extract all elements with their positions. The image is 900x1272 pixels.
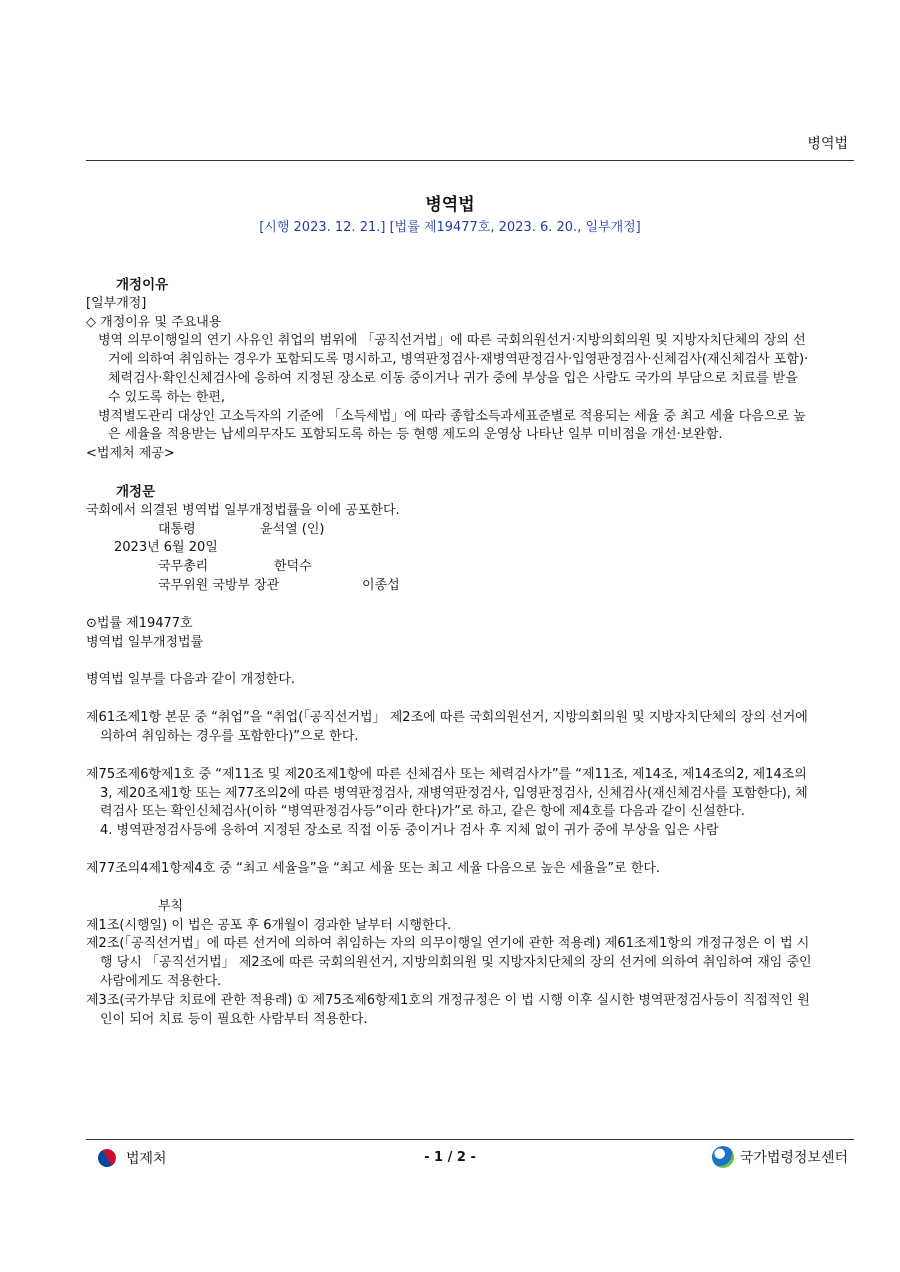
reason-source: <법제처 제공> — [86, 446, 175, 462]
president-title: 대통령 — [158, 521, 196, 537]
reason-type: [일부개정] — [86, 295, 147, 311]
pm-line — [86, 558, 814, 577]
footer-right — [712, 1146, 848, 1168]
header-divider — [86, 160, 854, 161]
reason-subheading: ◇ 개정이유 및 주요내용 — [86, 314, 222, 330]
president-name: 윤석열 (인) — [260, 521, 325, 537]
law-intro: 병역법 일부를 다음과 같이 개정한다. — [86, 672, 296, 688]
promulgation-date: 2023년 6월 20일 — [114, 540, 218, 556]
supplementary-article-1: 제1조(시행일) 이 법은 공포 후 6개월이 경과한 날부터 시행한다. — [86, 917, 452, 933]
reason-paragraph-2: 병적별도관리 대상인 고소득자의 기준에 「소득세법」에 따라 종합소득과세표준별로 적용되는 세율 중 최고 세율 다음으로 높은 세율을 적용받는 납세의무자도 포함되도록 하는 등 현행 제도의 운영상 나타난 일부 미비점을 개선·보완함. — [98, 408, 806, 443]
amendment-article-75: 제75조제6항제1호 중 “제11조 및 제20조제1항에 따른 신체검사 또는 체력검사가”를 “제11조, 제14조, 제14조의2, 제14조의3, 제20조제1항 또는 제77조의2에 따른 병역판정검사, 재병역판정검사, 입영판정검사, 신체검사(재신체검사를 포함한다), 체력검사 또는 확인신체검사(이하 “병역판정검사등”이라 한다)가”로 하고, 같은 항에 제4호를 다음과 같이 신설한다. — [86, 766, 808, 820]
amendment-article-61: 제61조제1항 본문 중 “취업”을 “취업(「공직선거법」 제2조에 따른 국회의원선거, 지방의회의원 및 지방자치단체의 장의 선거에 의하여 취임하는 경우를 포함한다)”으로 한다. — [86, 710, 808, 744]
minister-title: 국무위원 국방부 장관 — [158, 577, 280, 593]
page-number: - 1 / 2 - — [424, 1150, 476, 1165]
document-title: 병역법 — [425, 195, 475, 215]
minister-line — [86, 577, 814, 596]
document-subtitle: [시행 2023. 12. 21.] [법률 제19477호, 2023. 6. 20., 일부개정] — [259, 220, 641, 235]
supplementary-article-3: 제3조(국가부담 치료에 관한 적용례) ① 제75조제6항제1호의 개정규정은 이 법 시행 이후 실시한 병역판정검사등이 직접적인 원인이 되어 치료 등이 필요한 사람부터 적용한다. — [86, 992, 810, 1027]
header-law-name: 병역법 — [807, 136, 848, 152]
supplementary-article-2: 제2조(「공직선거법」에 따른 선거에 의하여 취임하는 자의 의무이행일 연기에 관한 적용례) 제61조제1항의 개정규정은 이 법 시행 당시 「공직선거법」 제2조에 따른 국회의원선거, 지방의회의원 및 지방자치단체의 장의 선거에 의하여 취임하여 재임 중인 사람에게도 적용한다. — [86, 936, 812, 989]
supplementary-heading: 부칙 — [158, 898, 184, 914]
footer-right-label: 국가법령정보센터 — [739, 1150, 848, 1166]
amendment-article-77-4: 제77조의4제1항제4호 중 “최고 세율을”을 “최고 세율 또는 최고 세율 다음으로 높은 세율을”로 한다. — [86, 860, 661, 876]
reason-heading: 개정이유 — [116, 277, 169, 293]
law-number: ⊙법률 제19477호 — [86, 615, 193, 631]
reason-paragraph-1: 병역 의무이행일의 연기 사유인 취업의 범위에 「공직선거법」에 따른 국회의원선거·지방의회의원 및 지방자치단체의 장의 선거에 의하여 취임하는 경우가 포함되도록 명시하고, 병역판정검사·재병역판정검사·입영판정검사·신체검사(재신체검사 포함)·체력검사·확인신체검사에 응하여 지정된 장소로 이동 중이거나 귀가 중에 부상을 입은 사람도 국가의 부담으로 치료를 받을 수 있도록 하는 한편, — [98, 333, 809, 405]
promulgation-text: 국회에서 의결된 병역법 일부개정법률을 이에 공포한다. — [86, 502, 400, 518]
pm-title: 국무총리 — [158, 559, 209, 575]
pm-name: 한덕수 — [274, 559, 312, 575]
president-line — [86, 521, 814, 540]
law-center-logo-icon — [712, 1146, 734, 1168]
footer-divider — [86, 1139, 854, 1140]
footer-left-label: 법제처 — [126, 1151, 167, 1167]
law-name: 병역법 일부개정법률 — [86, 634, 204, 650]
amendment-article-75-item-4: 4. 병역판정검사등에 응하여 지정된 장소로 직접 이동 중이거나 검사 후 지체 없이 귀가 중에 부상을 입은 사람 — [100, 823, 719, 839]
document-body — [86, 276, 814, 1029]
minister-name: 이종섭 — [362, 577, 400, 593]
promulgation-heading: 개정문 — [116, 483, 156, 500]
